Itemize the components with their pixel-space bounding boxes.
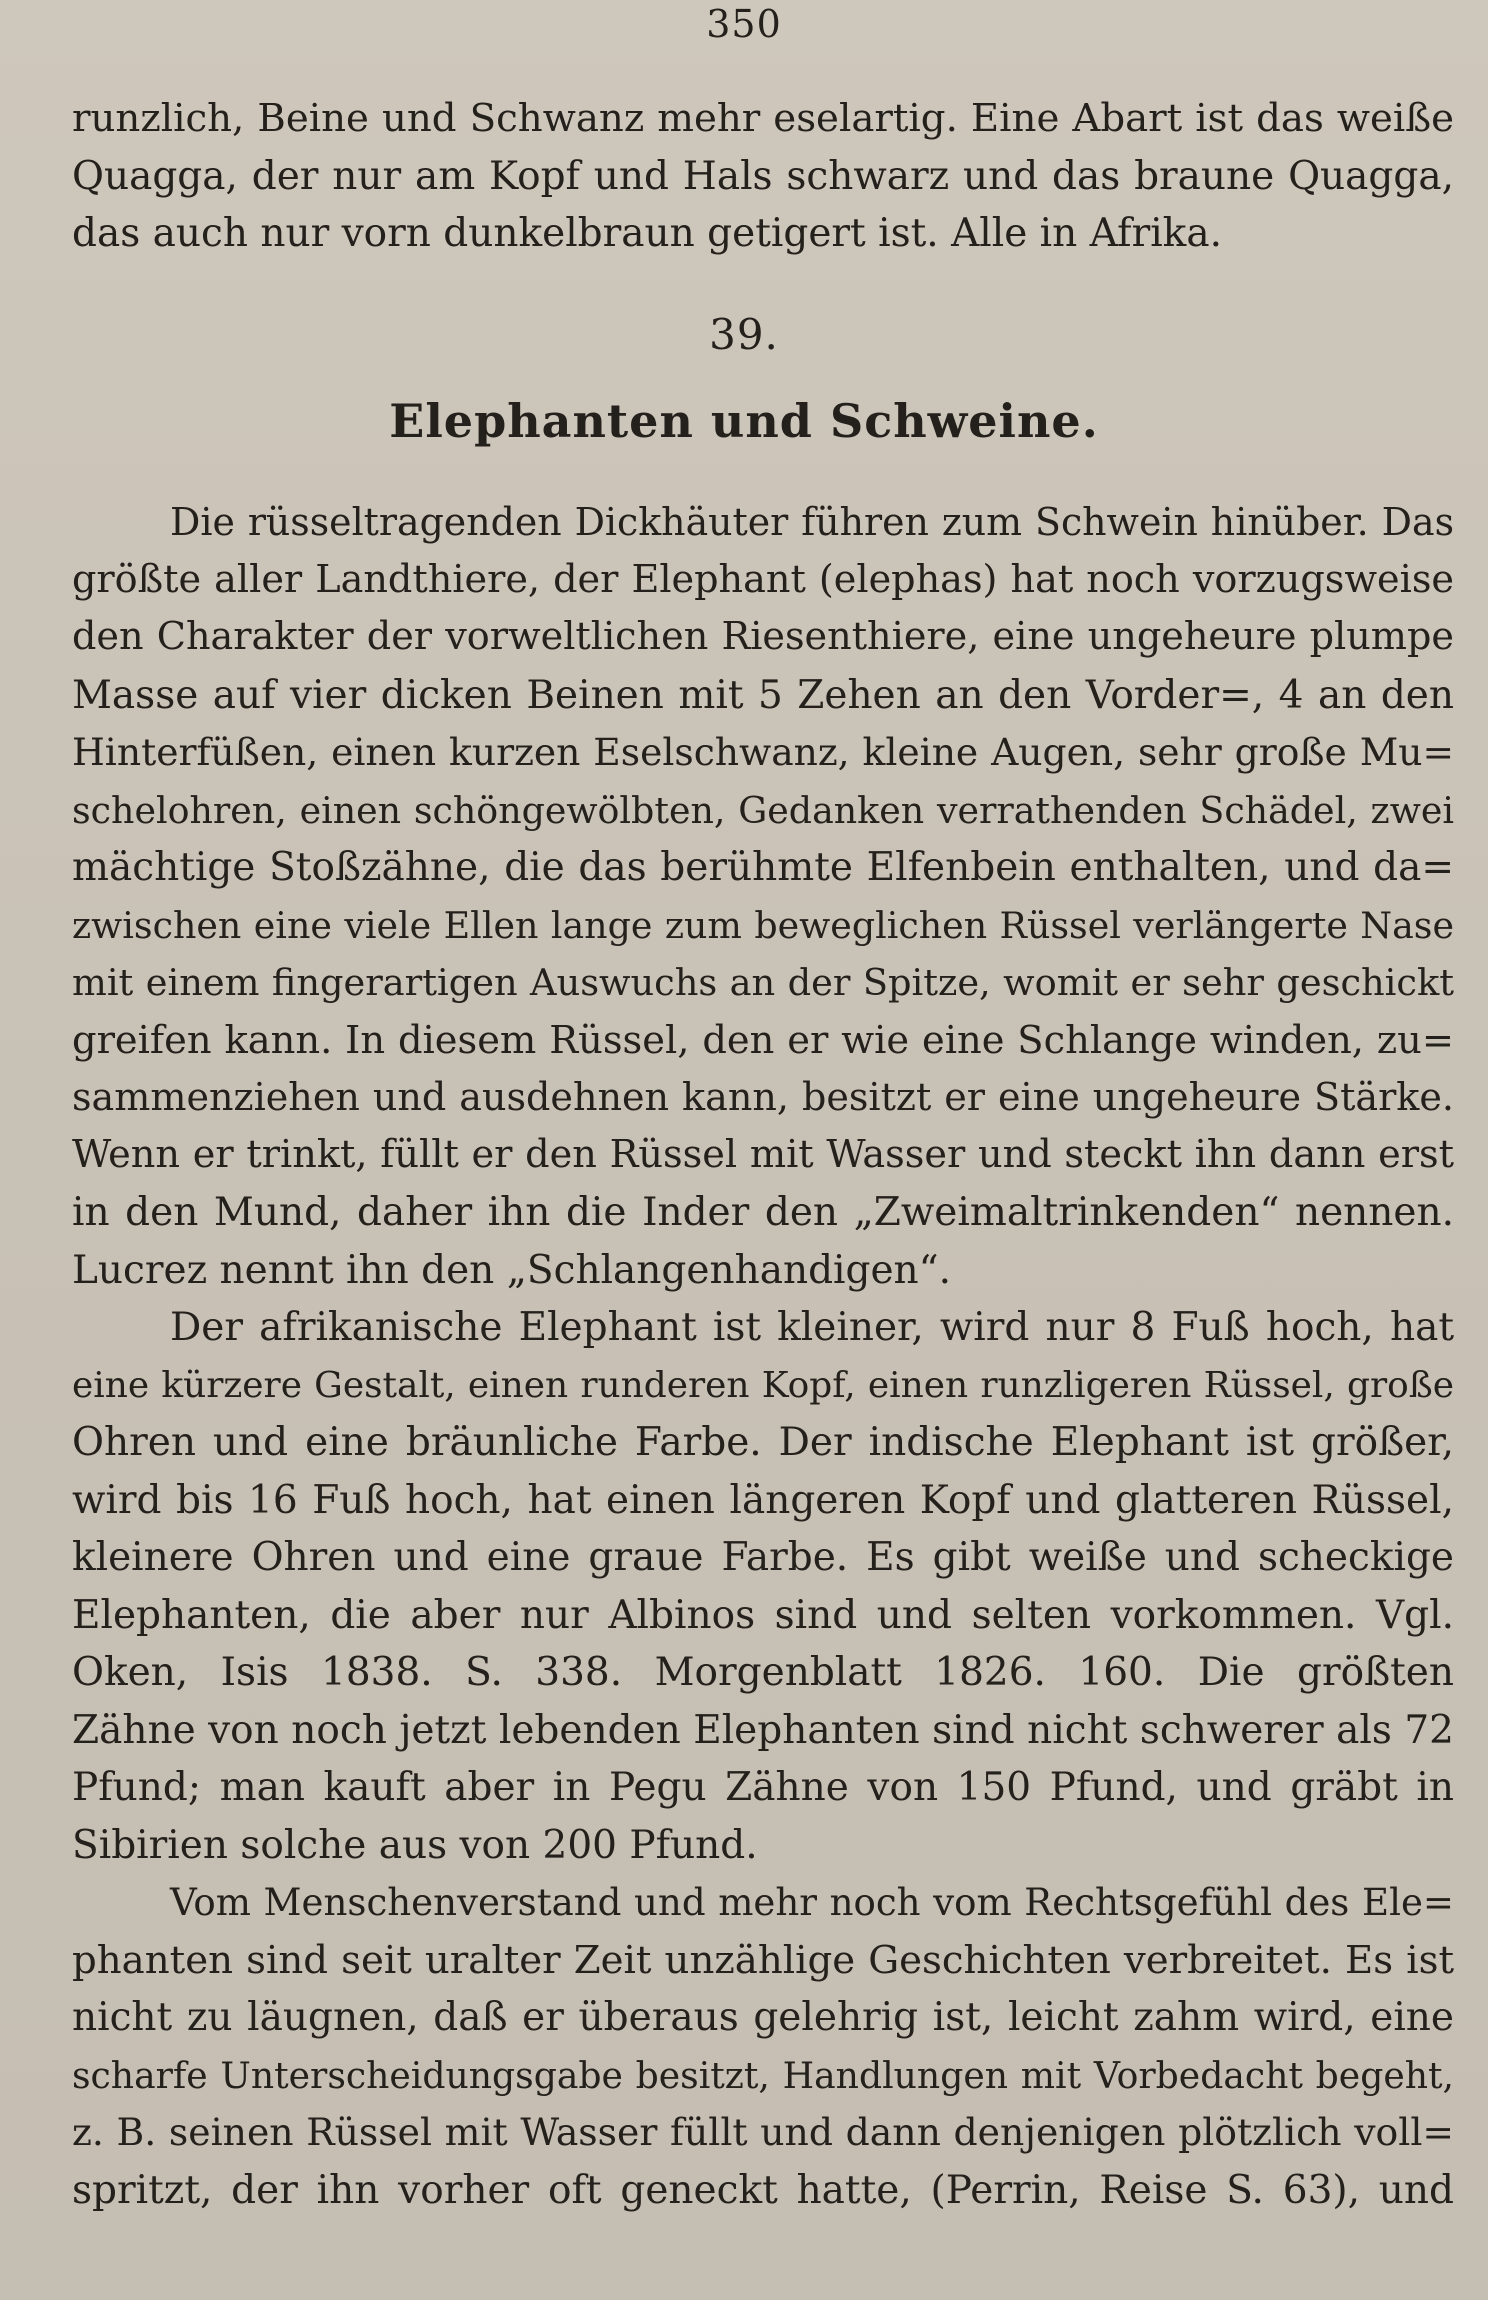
- paragraph-elephant-intro: [72, 494, 1454, 1299]
- text-line: Lucrez nennt ihn den „Schlangenhandigen“.: [72, 1247, 952, 1293]
- text-line: Oken, Isis 1838. S. 338. Morgenblatt 1826. 160. Die größten: [72, 1650, 1454, 1695]
- text-line: runzlich, Beine und Schwanz mehr eselartig. Eine Abart ist das weiße: [72, 96, 1454, 141]
- text-line: Vom Menschenverstand und mehr noch vom Rechtsgefühl des Ele=: [170, 1881, 1454, 1924]
- section-title: Elephanten und Schweine.: [389, 394, 1099, 448]
- page-number: 350: [706, 2, 782, 46]
- text-line: scharfe Unterscheidungsgabe besitzt, Handlungen mit Vorbedacht begeht,: [72, 2053, 1454, 2097]
- text-line: eine kürzere Gestalt, einen runderen Kopf, einen runzligeren Rüssel, große: [72, 1364, 1454, 1406]
- text-line: Ohren und eine bräunliche Farbe. Der indische Elephant ist größer,: [72, 1420, 1454, 1465]
- text-line: z. B. seinen Rüssel mit Wasser füllt und dann denjenigen plötzlich voll=: [72, 2110, 1454, 2154]
- text-line: Elephanten, die aber nur Albinos sind und selten vorkommen. Vgl.: [72, 1592, 1454, 1638]
- text-line: nicht zu läugnen, daß er überaus gelehrig ist, leicht zahm wird, eine: [72, 1995, 1454, 2040]
- text-line: spritzt, der ihn vorher oft geneckt hatte, (Perrin, Reise S. 63), und: [72, 2167, 1454, 2213]
- text-line: wird bis 16 Fuß hoch, hat einen längeren Kopf und glatteren Rüssel,: [72, 1477, 1454, 1523]
- text-line: schelohren, einen schöngewölbten, Gedanken verrathenden Schädel, zwei: [72, 788, 1454, 832]
- text-line: Hinterfüßen, einen kurzen Eselschwanz, kleine Augen, sehr große Mu=: [72, 730, 1454, 774]
- text-line: Zähne von noch jetzt lebenden Elephanten sind nicht schwerer als 72: [72, 1707, 1454, 1753]
- text-line: Die rüsseltragenden Dickhäuter führen zum Schwein hinüber. Das: [170, 500, 1454, 544]
- text-line: Quagga, der nur am Kopf und Hals schwarz und das braune Quagga,: [72, 153, 1454, 199]
- text-line: Der afrikanische Elephant ist kleiner, wird nur 8 Fuß hoch, hat: [170, 1305, 1454, 1350]
- text-line: greifen kann. In diesem Rüssel, den er wie eine Schlange winden, zu=: [72, 1017, 1454, 1063]
- paragraph-continuation: [72, 90, 1454, 263]
- text-line: mächtige Stoßzähne, die das berühmte Elfenbein enthalten, und da=: [72, 845, 1454, 890]
- text-line: größte aller Landthiere, der Elephant (elephas) hat noch vorzugsweise: [72, 557, 1454, 602]
- text-line: Masse auf vier dicken Beinen mit 5 Zehen an den Vorder=, 4 an den: [72, 672, 1454, 718]
- text-line: mit einem fingerartigen Auswuchs an der Spitze, womit er sehr geschickt: [72, 961, 1454, 1004]
- paragraph-elephant-intelligence: [72, 1874, 1454, 2219]
- text-line: sammenziehen und ausdehnen kann, besitzt er eine ungeheure Stärke.: [72, 1075, 1454, 1119]
- text-line: kleinere Ohren und eine graue Farbe. Es gibt weiße und scheckige: [72, 1535, 1454, 1580]
- text-line: zwischen eine viele Ellen lange zum beweglichen Rüssel verlängerte Nase: [72, 903, 1454, 947]
- text-line: in den Mund, daher ihn die Inder den „Zweimaltrinkenden“ nennen.: [72, 1190, 1454, 1235]
- text-line: Wenn er trinkt, füllt er den Rüssel mit Wasser und steckt ihn dann erst: [72, 1132, 1454, 1177]
- text-line: das auch nur vorn dunkelbraun getigert ist. Alle in Afrika.: [72, 211, 1222, 256]
- paragraph-elephant-species: [72, 1299, 1454, 1874]
- section-number: 39.: [709, 310, 779, 359]
- text-line: Pfund; man kauft aber in Pegu Zähne von 150 Pfund, und gräbt in: [72, 1765, 1454, 1810]
- text-line: den Charakter der vorweltlichen Riesenthiere, eine ungeheure plumpe: [72, 615, 1454, 659]
- text-line: phanten sind seit uralter Zeit unzählige Geschichten verbreitet. Es ist: [72, 1937, 1454, 1983]
- text-line: Sibirien solche aus von 200 Pfund.: [72, 1822, 758, 1868]
